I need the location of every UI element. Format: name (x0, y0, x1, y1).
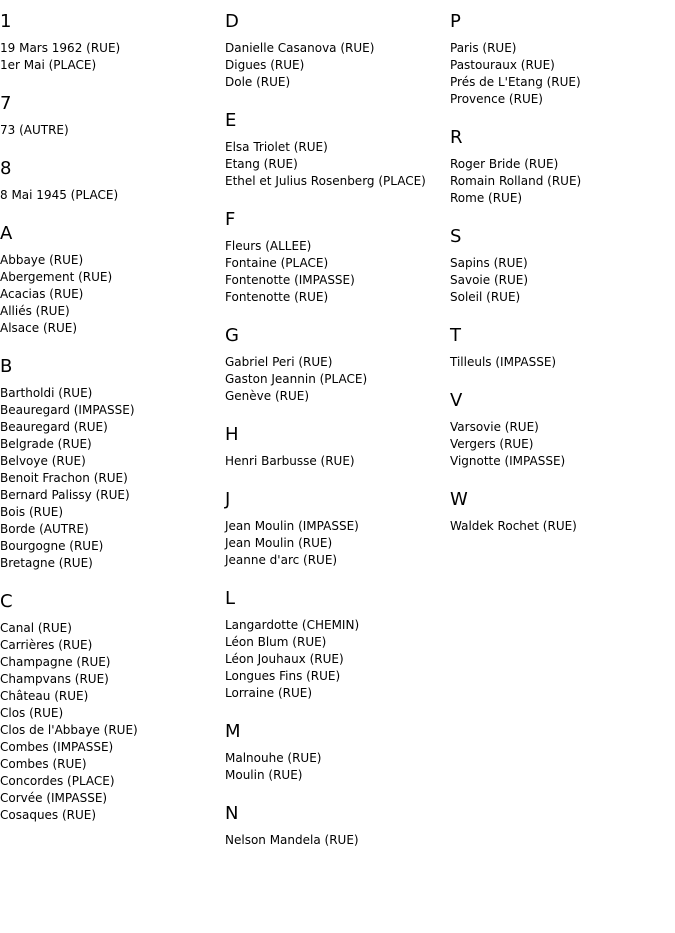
street-link[interactable]: Rome (RUE) (450, 191, 523, 205)
letter-section (0, 345, 225, 580)
street-link[interactable]: Tilleuls (IMPASSE) (450, 355, 557, 369)
street-link[interactable]: Malnouhe (RUE) (225, 751, 322, 765)
street-link[interactable]: Bois (RUE) (0, 505, 64, 519)
street-link[interactable]: Romain Rolland (RUE) (450, 174, 582, 188)
street-link[interactable]: Abbaye (RUE) (0, 253, 84, 267)
street-link[interactable]: Jean Moulin (RUE) (225, 536, 333, 550)
street-link[interactable]: Fontenotte (RUE) (225, 290, 329, 304)
street-link[interactable]: Bourgogne (RUE) (0, 539, 104, 553)
street-link[interactable]: Canal (RUE) (0, 621, 72, 635)
letter-section (450, 478, 675, 543)
letter-section (225, 710, 450, 792)
street-link[interactable]: Cosaques (RUE) (0, 808, 97, 822)
street-link[interactable]: Sapins (RUE) (450, 256, 528, 270)
street-link[interactable]: Provence (RUE) (450, 92, 543, 106)
street-link[interactable]: Danielle Casanova (RUE) (225, 41, 375, 55)
letter-section (0, 580, 225, 832)
street-link[interactable]: Carrières (RUE) (0, 638, 93, 652)
street-link[interactable]: Bernard Palissy (RUE) (0, 488, 130, 502)
street-link[interactable]: Savoie (RUE) (450, 273, 529, 287)
letter-section (450, 215, 675, 314)
street-link[interactable]: Alliés (RUE) (0, 304, 70, 318)
street-link[interactable]: Prés de L'Etang (RUE) (450, 75, 581, 89)
street-link[interactable]: Gaston Jeannin (PLACE) (225, 372, 368, 386)
street-link[interactable]: Belvoye (RUE) (0, 454, 86, 468)
street-link[interactable]: Longues Fins (RUE) (225, 669, 341, 683)
section-letter-heading: H (225, 424, 239, 445)
street-link[interactable]: Beauregard (IMPASSE) (0, 403, 135, 417)
section-letter-heading: V (450, 390, 463, 411)
street-link[interactable]: 8 Mai 1945 (PLACE) (0, 188, 119, 202)
section-letter-heading: D (225, 11, 239, 32)
letter-section (225, 99, 450, 198)
letter-section (225, 413, 450, 478)
section-letter-heading: 7 (0, 93, 12, 114)
letter-section (0, 82, 225, 147)
street-link[interactable]: Moulin (RUE) (225, 768, 303, 782)
letter-section (0, 212, 225, 345)
section-letter-heading: L (225, 588, 236, 609)
street-link[interactable]: Henri Barbusse (RUE) (225, 454, 355, 468)
street-link[interactable]: Léon Jouhaux (RUE) (225, 652, 344, 666)
letter-section (0, 0, 225, 82)
street-index-column-2 (225, 0, 450, 857)
letter-section (450, 116, 675, 215)
street-link[interactable]: Dole (RUE) (225, 75, 291, 89)
section-letter-heading: P (450, 11, 461, 32)
street-link[interactable]: Soleil (RUE) (450, 290, 521, 304)
street-link[interactable]: Fleurs (ALLEE) (225, 239, 312, 253)
section-letter-heading: W (450, 489, 468, 510)
section-letter-heading: A (0, 223, 13, 244)
street-link[interactable]: Jeanne d'arc (RUE) (225, 553, 338, 567)
street-link[interactable]: Gabriel Peri (RUE) (225, 355, 333, 369)
street-link[interactable]: Roger Bride (RUE) (450, 157, 559, 171)
street-link[interactable]: Léon Blum (RUE) (225, 635, 327, 649)
street-link[interactable]: Bretagne (RUE) (0, 556, 93, 570)
section-letter-heading: N (225, 803, 239, 824)
street-link[interactable]: Etang (RUE) (225, 157, 298, 171)
section-letter-heading: S (450, 226, 462, 247)
street-link[interactable]: Concordes (PLACE) (0, 774, 115, 788)
street-link[interactable]: Corvée (IMPASSE) (0, 791, 108, 805)
street-link[interactable]: Combes (IMPASSE) (0, 740, 114, 754)
letter-section (0, 147, 225, 212)
street-index-column-1 (0, 0, 225, 832)
section-letter-heading: J (225, 489, 231, 510)
letter-section (225, 577, 450, 710)
section-letter-heading: M (225, 721, 241, 742)
street-link[interactable]: Champagne (RUE) (0, 655, 111, 669)
letter-section (225, 314, 450, 413)
section-letter-heading: E (225, 110, 237, 131)
section-letter-heading: 1 (0, 11, 12, 32)
street-link[interactable]: Fontenotte (IMPASSE) (225, 273, 355, 287)
street-link[interactable]: Lorraine (RUE) (225, 686, 313, 700)
street-link[interactable]: Belgrade (RUE) (0, 437, 92, 451)
street-link[interactable]: Digues (RUE) (225, 58, 305, 72)
street-link[interactable]: 73 (AUTRE) (0, 123, 69, 137)
street-link[interactable]: Château (RUE) (0, 689, 89, 703)
letter-section (450, 379, 675, 478)
section-letter-heading: F (225, 209, 236, 230)
street-link[interactable]: Paris (RUE) (450, 41, 517, 55)
section-letter-heading: T (450, 325, 461, 346)
street-link[interactable]: Jean Moulin (IMPASSE) (225, 519, 359, 533)
street-link[interactable]: Beauregard (RUE) (0, 420, 108, 434)
street-link[interactable]: Varsovie (RUE) (450, 420, 539, 434)
street-link[interactable]: 1er Mai (PLACE) (0, 58, 97, 72)
street-link[interactable]: Elsa Triolet (RUE) (225, 140, 328, 154)
street-link[interactable]: Acacias (RUE) (0, 287, 84, 301)
street-link[interactable]: Clos (RUE) (0, 706, 64, 720)
letter-section (450, 314, 675, 379)
street-link[interactable]: Vignotte (IMPASSE) (450, 454, 566, 468)
letter-section (225, 0, 450, 99)
letter-section (225, 198, 450, 314)
street-link[interactable]: Alsace (RUE) (0, 321, 78, 335)
street-link[interactable]: Ethel et Julius Rosenberg (PLACE) (225, 174, 426, 188)
street-link[interactable]: Waldek Rochet (RUE) (450, 519, 577, 533)
street-link[interactable]: Nelson Mandela (RUE) (225, 833, 359, 847)
street-link[interactable]: Pastouraux (RUE) (450, 58, 555, 72)
street-link[interactable]: Abergement (RUE) (0, 270, 113, 284)
street-index-column-3 (450, 0, 675, 543)
street-link[interactable]: Fontaine (PLACE) (225, 256, 329, 270)
street-link[interactable]: Bartholdi (RUE) (0, 386, 93, 400)
street-link[interactable]: Clos de l'Abbaye (RUE) (0, 723, 138, 737)
street-link[interactable]: 19 Mars 1962 (RUE) (0, 41, 121, 55)
section-letter-heading: G (225, 325, 239, 346)
street-link[interactable]: Genève (RUE) (225, 389, 310, 403)
street-link[interactable]: Benoit Frachon (RUE) (0, 471, 128, 485)
street-link[interactable]: Langardotte (CHEMIN) (225, 618, 360, 632)
letter-section (450, 0, 675, 116)
section-letter-heading: C (0, 591, 13, 612)
street-link[interactable]: Borde (AUTRE) (0, 522, 89, 536)
section-letter-heading: B (0, 356, 13, 377)
section-letter-heading: 8 (0, 158, 12, 179)
street-link[interactable]: Champvans (RUE) (0, 672, 109, 686)
street-link[interactable]: Combes (RUE) (0, 757, 87, 771)
letter-section (225, 792, 450, 857)
section-letter-heading: R (450, 127, 463, 148)
street-link[interactable]: Vergers (RUE) (450, 437, 534, 451)
letter-section (225, 478, 450, 577)
